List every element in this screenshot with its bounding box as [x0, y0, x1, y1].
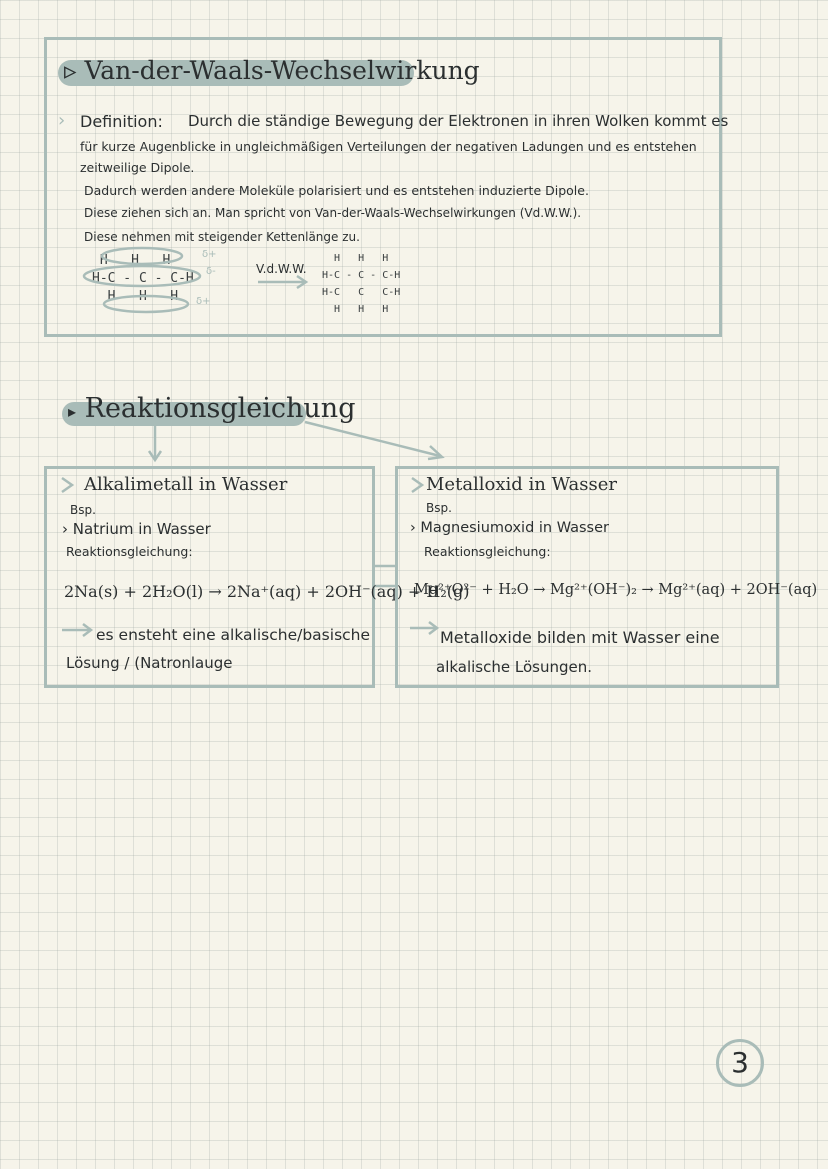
metalloxide-bsp: Bsp.: [426, 501, 452, 515]
definition-line-1: Durch die ständige Bewegung der Elektronen in ihren Wolken kommt es: [188, 112, 729, 130]
alkali-reaction-label: Reaktionsgleichung:: [66, 544, 193, 559]
delta-plus-bottom: δ+: [196, 296, 211, 307]
alkali-result-1: es ensteht eine alkalische/basische: [96, 626, 371, 644]
delta-plus-top: δ+: [202, 249, 217, 260]
molecule-left: H H H H-C - C - C-H H H H: [92, 253, 194, 304]
vdw-arrow-label: V.d.W.W.: [256, 262, 307, 276]
alkali-example-text: Natrium in Wasser: [72, 520, 211, 538]
metalloxide-reaction-label: Reaktionsgleichung:: [424, 544, 551, 559]
reaction-title-text: Reaktionsgleichung: [84, 393, 356, 424]
metalloxide-result-1: Metalloxide bilden mit Wasser eine: [440, 628, 720, 647]
alkali-result-2: Lösung / (Natronlauge: [66, 654, 233, 672]
metalloxide-equation: Mg²⁺O²⁻ + H₂O → Mg²⁺(OH⁻)₂ → Mg²⁺(aq) + 2OH⁻(aq): [414, 582, 818, 598]
page-number: 3: [716, 1039, 764, 1087]
alkali-heading: Alkalimetall in Wasser: [84, 474, 288, 495]
alkali-equation: 2Na(s) + 2H₂O(l) → 2Na⁺(aq) + 2OH⁻(aq) + H₂(g): [64, 582, 470, 601]
metalloxide-box: [395, 466, 779, 688]
reaction-title: [68, 393, 355, 424]
alkali-bsp: Bsp.: [70, 503, 96, 517]
definition-chevron-icon: ›: [58, 110, 66, 131]
definition-line-6: Diese nehmen mit steigender Kettenlänge zu.: [84, 230, 360, 244]
title-marker-icon: ▹: [64, 56, 77, 85]
definition-line-3: zeitweilige Dipole.: [80, 160, 195, 175]
definition-label: Definition:: [80, 112, 163, 131]
alkali-example: › Natrium in Wasser: [62, 520, 211, 538]
vdw-title-text: Van-der-Waals-Wechselwirkung: [84, 56, 480, 85]
metalloxide-example: › Magnesiumoxid in Wasser: [410, 520, 609, 536]
metalloxide-heading: Metalloxid in Wasser: [426, 474, 618, 495]
metalloxide-example-text: Magnesiumoxid in Wasser: [420, 520, 609, 536]
definition-line-2: für kurze Augenblicke in ungleichmäßigen Verteilungen der negativen Ladungen und es entstehen: [80, 139, 697, 154]
definition-line-4: Dadurch werden andere Moleküle polarisiert und es entstehen induzierte Dipole.: [84, 183, 589, 198]
molecule-right: H H H H-C - C - C-H H-C C C-H H H H: [322, 253, 401, 315]
delta-minus: δ-: [206, 266, 216, 277]
reaction-marker-icon: ▸: [68, 402, 77, 421]
metalloxide-result-2: alkalische Lösungen.: [436, 658, 592, 676]
definition-line-5: Diese ziehen sich an. Man spricht von Van-der-Waals-Wechselwirkungen (Vd.W.W.).: [84, 206, 582, 220]
